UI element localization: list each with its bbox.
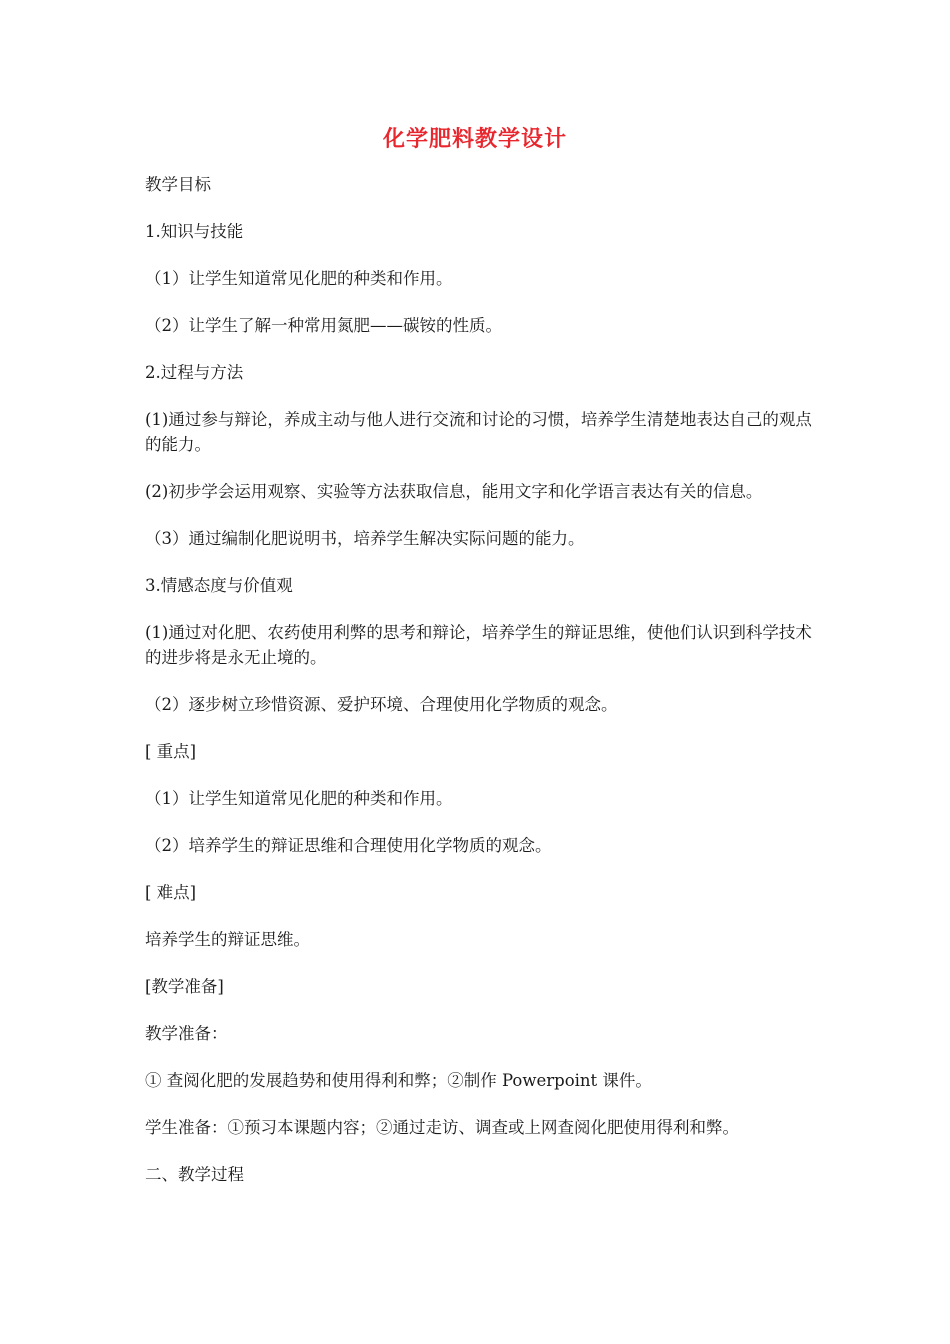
document-title: 化学肥料教学设计 — [382, 127, 567, 152]
paragraph: （2）逐步树立珍惜资源、爱护环境、合理使用化学物质的观念。 — [145, 695, 618, 714]
section-heading-objectives: 教学目标 — [145, 175, 211, 194]
paragraph: （2）让学生了解一种常用氮肥——碳铵的性质。 — [145, 316, 502, 335]
subheading-attitude-values: 3.情感态度与价值观 — [145, 576, 293, 595]
section-heading-preparation: [教学准备] — [145, 977, 224, 996]
paragraph: （1）让学生知道常见化肥的种类和作用。 — [145, 789, 453, 808]
section-heading-process: 二、教学过程 — [145, 1165, 244, 1184]
subheading-knowledge-skills: 1.知识与技能 — [145, 222, 244, 241]
paragraph: (1)通过参与辩论，养成主动与他人进行交流和讨论的习惯，培养学生清楚地表达自己的观点的能力。 — [145, 410, 812, 454]
subheading-process-method: 2.过程与方法 — [145, 363, 244, 382]
paragraph: 教学准备： — [145, 1024, 228, 1043]
paragraph: 培养学生的辩证思维。 — [145, 930, 310, 949]
paragraph: ① 查阅化肥的发展趋势和使用得利和弊；②制作 Powerpoint 课件。 — [145, 1071, 652, 1090]
paragraph: （1）让学生知道常见化肥的种类和作用。 — [145, 269, 453, 288]
paragraph: (1)通过对化肥、农药使用利弊的思考和辩论，培养学生的辩证思维，使他们认识到科学技术的进步将是永无止境的。 — [145, 623, 812, 667]
section-heading-key-points: [ 重点] — [145, 742, 197, 761]
paragraph: 学生准备：①预习本课题内容；②通过走访、调查或上网查阅化肥使用得利和弊。 — [145, 1118, 739, 1137]
section-heading-difficulties: [ 难点] — [145, 883, 197, 902]
paragraph: （2）培养学生的辩证思维和合理使用化学物质的观念。 — [145, 836, 552, 855]
paragraph: (2)初步学会运用观察、实验等方法获取信息，能用文字和化学语言表达有关的信息。 — [145, 482, 763, 501]
document-body — [145, 172, 813, 1209]
paragraph: （3）通过编制化肥说明书，培养学生解决实际问题的能力。 — [145, 529, 585, 548]
